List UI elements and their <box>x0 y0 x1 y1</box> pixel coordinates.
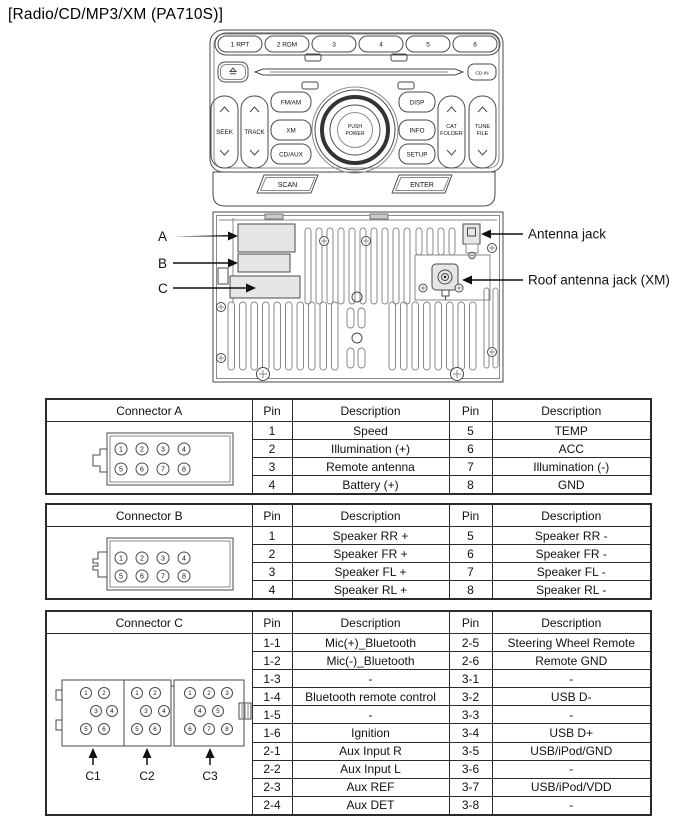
pin-cell: 2-4 <box>252 796 292 815</box>
enter-button <box>392 175 452 193</box>
pin-number: 5 <box>216 708 220 716</box>
pin-number: 4 <box>162 708 166 716</box>
pin-header: Pin <box>252 611 292 634</box>
knob-label-push: PUSH <box>348 124 362 130</box>
table-c-title: Connector C <box>46 611 252 634</box>
description-cell: USB D- <box>492 688 651 706</box>
connector-diagram-cell <box>46 422 252 495</box>
pin-header: Pin <box>449 399 492 422</box>
pin-number: 6 <box>140 466 145 474</box>
pin-cell: 1-5 <box>252 706 292 724</box>
rear-small-port <box>218 268 228 284</box>
description-cell: Illumination (+) <box>292 440 449 458</box>
c3-callout <box>203 748 219 783</box>
screw-icon <box>451 368 464 381</box>
screw-icon <box>455 284 463 292</box>
connector-b-table <box>45 503 652 600</box>
pin-number: 3 <box>225 690 229 698</box>
roof-antenna-callout <box>462 273 670 288</box>
description-cell: Speaker FL + <box>292 563 449 581</box>
pin-cell: 5 <box>449 527 492 545</box>
pin-number: 3 <box>161 446 166 454</box>
pin-number: 5 <box>135 726 139 734</box>
tune-label: TUNE <box>474 124 491 130</box>
enter-label: ENTER <box>410 182 434 189</box>
pin-number: 8 <box>225 726 229 734</box>
indicator-window <box>398 82 414 89</box>
file-label: FILE <box>476 131 489 137</box>
connector-a-diagram <box>47 423 251 493</box>
description-cell: Aux REF <box>292 778 449 796</box>
pin-cell: 2-3 <box>252 778 292 796</box>
chevron-up-icon <box>447 107 456 112</box>
c1-label: C1 <box>85 769 101 783</box>
pin-number: 1 <box>188 690 192 698</box>
rear-connector-a <box>238 224 295 252</box>
pin-cell: 3-1 <box>449 670 492 688</box>
info-button: INFO <box>409 127 425 135</box>
eject-icon <box>230 68 236 74</box>
preset-buttons <box>218 36 497 52</box>
pin-cell: 1-4 <box>252 688 292 706</box>
pin-cell: 3 <box>252 563 292 581</box>
description-cell: USB D+ <box>492 724 651 742</box>
description-cell: Speaker FL - <box>492 563 651 581</box>
c3-label: C3 <box>202 769 218 783</box>
description-header: Description <box>292 399 449 422</box>
pin-number: 7 <box>161 573 166 581</box>
pin-number: 2 <box>140 555 145 563</box>
vent-slot-short <box>358 308 365 328</box>
pin-number: 1 <box>84 690 88 698</box>
preset-button-3: 3 <box>332 41 336 49</box>
roof-antenna-label: Roof antenna jack (XM) <box>528 272 670 288</box>
rear-tab <box>265 214 283 219</box>
vent-slots <box>416 228 455 255</box>
label-b: B <box>158 256 168 271</box>
fm-am-button: FM/AM <box>280 99 302 107</box>
connector-a-callout <box>158 229 238 244</box>
roof-antenna-jack <box>432 264 458 300</box>
label-c: C <box>158 281 168 296</box>
pin-cell: 2 <box>252 440 292 458</box>
pin-cell: 1-2 <box>252 652 292 670</box>
pin-cell: 8 <box>449 581 492 600</box>
pin-cell: 3 <box>252 458 292 476</box>
pin-cell: 2-2 <box>252 760 292 778</box>
screw-icon <box>488 244 497 253</box>
screw-icon <box>217 303 226 312</box>
vent-slot-short <box>347 308 354 328</box>
page-title: [Radio/CD/MP3/XM (PA710S)] <box>8 6 224 23</box>
pin-cell: 2 <box>252 545 292 563</box>
pin-cell: 1-1 <box>252 634 292 652</box>
pin-number: 1 <box>119 555 124 563</box>
pin-number: 3 <box>161 555 166 563</box>
preset-button-1: 1 RPT <box>230 41 250 49</box>
screw-icon <box>488 348 497 357</box>
pin-number: 4 <box>182 446 187 454</box>
rear-tab <box>370 214 388 219</box>
pin-number: 1 <box>135 690 139 698</box>
chevron-down-icon <box>250 150 259 155</box>
connector-b-callout <box>158 256 238 271</box>
pin-cell: 6 <box>449 440 492 458</box>
pin-cell: 2-1 <box>252 742 292 760</box>
rear-hole <box>352 333 362 343</box>
connector-a-table <box>45 398 652 495</box>
description-header: Description <box>292 611 449 634</box>
description-cell: Aux DET <box>292 796 449 815</box>
cd-in-label: CD-IN <box>475 71 489 77</box>
pin-cell: 7 <box>449 563 492 581</box>
description-cell: USB/iPod/GND <box>492 742 651 760</box>
knob-label-power: POWER <box>345 131 365 137</box>
radio-rear-panel-diagram <box>140 210 700 390</box>
pin-cell: 3-3 <box>449 706 492 724</box>
chevron-up-icon <box>250 107 259 112</box>
description-cell: Speed <box>292 422 449 440</box>
indicator-window <box>302 82 318 89</box>
pin-number: 4 <box>110 708 114 716</box>
description-cell: Steering Wheel Remote <box>492 634 651 652</box>
pin-cell: 3-4 <box>449 724 492 742</box>
connector-c-diagram <box>47 634 251 814</box>
pin-header: Pin <box>449 504 492 527</box>
pin-number: 5 <box>84 726 88 734</box>
c1-callout <box>86 748 102 783</box>
vent-slot-short <box>347 348 354 368</box>
pin-number: 6 <box>140 573 145 581</box>
scan-label: SCAN <box>277 182 298 189</box>
description-cell: - <box>492 796 651 815</box>
pin-number: 2 <box>207 690 211 698</box>
pin-number: 6 <box>188 726 192 734</box>
pin-number: 5 <box>119 466 124 474</box>
track-label: TRACK <box>244 130 265 136</box>
pin-header: Pin <box>252 504 292 527</box>
description-cell: Battery (+) <box>292 476 449 495</box>
cat-label: CAT <box>446 124 457 130</box>
table-row <box>46 634 651 652</box>
preset-button-4: 4 <box>379 41 383 49</box>
pin-cell: 3-2 <box>449 688 492 706</box>
pin-number: 4 <box>198 708 202 716</box>
description-cell: Illumination (-) <box>492 458 651 476</box>
connector-diagram-cell <box>46 527 252 600</box>
preset-button-2: 2 RDM <box>276 41 298 49</box>
cat-folder-buttons <box>438 96 465 168</box>
pin-cell: 3-5 <box>449 742 492 760</box>
pin-cell: 5 <box>449 422 492 440</box>
pin-cell: 1 <box>252 422 292 440</box>
pin-number: 8 <box>182 466 187 474</box>
pin-cell: 3-6 <box>449 760 492 778</box>
pin-header: Pin <box>252 399 292 422</box>
description-cell: Bluetooth remote control <box>292 688 449 706</box>
description-header: Description <box>492 504 651 527</box>
pin-number: 5 <box>119 573 124 581</box>
pin-number: 4 <box>182 555 187 563</box>
eject-button <box>218 62 248 82</box>
pin-header: Pin <box>449 611 492 634</box>
xm-button: XM <box>286 127 296 135</box>
cd-in-button <box>468 64 496 80</box>
pin-number: 2 <box>153 690 157 698</box>
description-cell: Speaker RL + <box>292 581 449 600</box>
description-cell: - <box>492 670 651 688</box>
table-row <box>46 422 651 440</box>
antenna-jack <box>463 224 480 253</box>
pin-cell: 2-6 <box>449 652 492 670</box>
pin-number: 2 <box>140 446 145 454</box>
track-buttons <box>241 96 268 168</box>
description-cell: Speaker FR - <box>492 545 651 563</box>
description-cell: Aux Input R <box>292 742 449 760</box>
chevron-down-icon <box>478 150 487 155</box>
label-a: A <box>158 229 168 244</box>
rear-connector-b <box>238 254 290 272</box>
chevron-down-icon <box>220 150 229 155</box>
chevron-up-icon <box>220 107 229 112</box>
radio-front-panel-diagram <box>190 28 515 212</box>
pin-number: 3 <box>94 708 98 716</box>
pin-number: 6 <box>102 726 106 734</box>
description-cell: ACC <box>492 440 651 458</box>
pin-number: 6 <box>153 726 157 734</box>
pin-number: 3 <box>144 708 148 716</box>
front-panel-tray <box>213 172 495 206</box>
connector-b-diagram <box>47 528 251 598</box>
pin-cell: 2-5 <box>449 634 492 652</box>
screw-icon <box>257 368 270 381</box>
description-cell: Speaker RR + <box>292 527 449 545</box>
chevron-up-icon <box>478 107 487 112</box>
cd-aux-button: CD/AUX <box>279 151 303 159</box>
setup-button: SETUP <box>406 151 428 159</box>
c2-label: C2 <box>139 769 155 783</box>
pin-cell: 3-8 <box>449 796 492 815</box>
connector-c-table <box>45 610 652 816</box>
pin-cell: 8 <box>449 476 492 495</box>
power-knob <box>312 87 398 173</box>
description-cell: TEMP <box>492 422 651 440</box>
preset-button-5: 5 <box>426 41 430 49</box>
screw-icon <box>362 237 371 246</box>
description-cell: Mic(+)_Bluetooth <box>292 634 449 652</box>
description-cell: Ignition <box>292 724 449 742</box>
pin-number: 7 <box>207 726 211 734</box>
description-cell: GND <box>492 476 651 495</box>
description-cell: Speaker RL - <box>492 581 651 600</box>
screw-icon <box>419 284 427 292</box>
pin-cell: 1-6 <box>252 724 292 742</box>
screw-icon <box>320 237 329 246</box>
pin-cell: 3-7 <box>449 778 492 796</box>
screw-icon <box>469 252 475 258</box>
pin-cell: 4 <box>252 476 292 495</box>
connector-diagram-cell <box>46 634 252 816</box>
preset-strip <box>215 33 500 55</box>
screw-icon <box>217 354 226 363</box>
pin-cell: 4 <box>252 581 292 600</box>
seek-buttons <box>211 96 238 168</box>
description-cell: Speaker RR - <box>492 527 651 545</box>
table-b-title: Connector B <box>46 504 252 527</box>
pin-cell: 7 <box>449 458 492 476</box>
disp-button: DISP <box>409 99 425 107</box>
description-cell: Speaker FR + <box>292 545 449 563</box>
chevron-down-icon <box>447 150 456 155</box>
scan-button <box>257 175 318 193</box>
pin-number: 1 <box>119 446 124 454</box>
description-cell: - <box>292 670 449 688</box>
description-header: Description <box>492 399 651 422</box>
pin-number: 2 <box>102 690 106 698</box>
pin-cell: 1-3 <box>252 670 292 688</box>
description-header: Description <box>492 611 651 634</box>
description-cell: - <box>292 706 449 724</box>
description-cell: Aux Input L <box>292 760 449 778</box>
description-cell: USB/iPod/VDD <box>492 778 651 796</box>
pin-cell: 1 <box>252 527 292 545</box>
vent-slot-short <box>358 348 365 368</box>
antenna-jack-label: Antenna jack <box>528 226 607 242</box>
c2-callout <box>140 748 156 783</box>
description-cell: - <box>492 760 651 778</box>
tune-file-buttons <box>469 96 496 168</box>
description-cell: Mic(-)_Bluetooth <box>292 652 449 670</box>
source-buttons <box>271 92 311 164</box>
description-header: Description <box>292 504 449 527</box>
description-cell: Remote antenna <box>292 458 449 476</box>
display-buttons <box>399 92 435 164</box>
pin-number: 8 <box>182 573 187 581</box>
rear-connector-c <box>230 276 300 298</box>
description-cell: - <box>492 706 651 724</box>
pin-cell: 6 <box>449 545 492 563</box>
table-row <box>46 527 651 545</box>
folder-label: FOLDER <box>440 131 463 137</box>
pin-number: 7 <box>161 466 166 474</box>
table-a-title: Connector A <box>46 399 252 422</box>
preset-button-6: 6 <box>473 41 477 49</box>
description-cell: Remote GND <box>492 652 651 670</box>
seek-label: SEEK <box>216 129 233 136</box>
